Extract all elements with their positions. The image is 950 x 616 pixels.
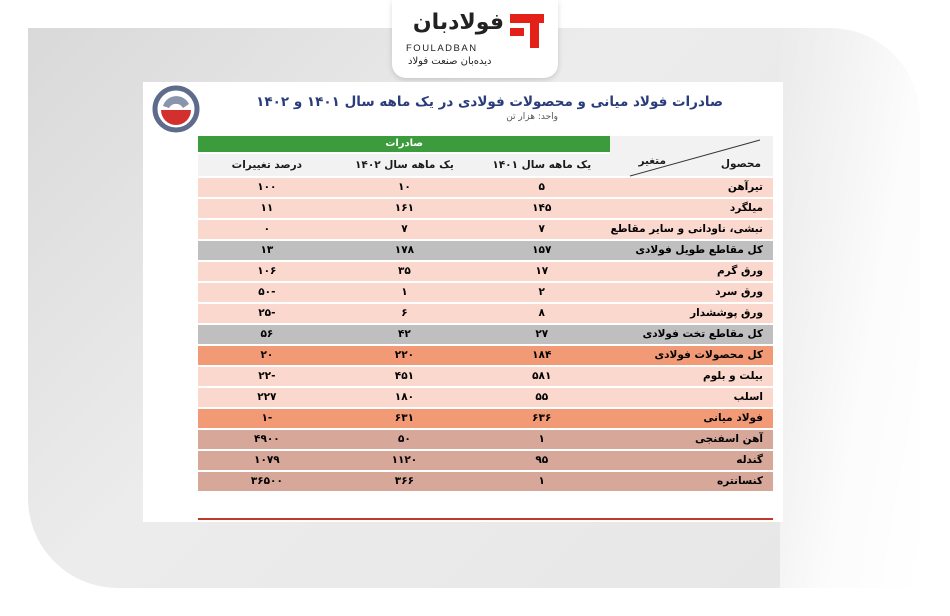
corner-variable-label: متغیر	[638, 155, 666, 167]
change-percent: ۲۰	[198, 346, 336, 365]
table-body	[198, 178, 773, 491]
value-1402: ۱۱۲۰	[336, 451, 473, 470]
change-percent: ۵۶	[198, 325, 336, 344]
change-percent: ۱۳	[198, 241, 336, 260]
table-row	[198, 241, 773, 260]
product-name: ورق گرم	[610, 262, 773, 281]
product-name: میلگرد	[610, 199, 773, 218]
value-1401: ۹۵	[473, 451, 610, 470]
table-row	[198, 304, 773, 323]
table-row	[198, 388, 773, 407]
column-header-1402: یک ماهه سال ۱۴۰۲	[336, 154, 473, 176]
table-row	[198, 430, 773, 449]
change-percent: ۱۰۷۹	[198, 451, 336, 470]
change-percent: ۰	[198, 220, 336, 239]
change-percent: ۲۲۷	[198, 388, 336, 407]
value-1401: ۸	[473, 304, 610, 323]
product-name: آهن اسفنجی	[610, 430, 773, 449]
change-percent: ۳۶۵۰۰	[198, 472, 336, 491]
value-1402: ۱۷۸	[336, 241, 473, 260]
value-1401: ۲۷	[473, 325, 610, 344]
product-name: ورق پوششدار	[610, 304, 773, 323]
export-table	[198, 134, 773, 493]
table-row	[198, 220, 773, 239]
value-1401: ۱۵۷	[473, 241, 610, 260]
value-1402: ۱۶۱	[336, 199, 473, 218]
product-name: ورق سرد	[610, 283, 773, 302]
change-percent: ۱۰۰	[198, 178, 336, 197]
fouladban-logo-icon	[510, 14, 544, 48]
column-header-1401: یک ماهه سال ۱۴۰۱	[473, 154, 610, 176]
unit-label: واحد: هزار تن	[506, 112, 558, 122]
product-name: کل محصولات فولادی	[610, 346, 773, 365]
product-name: بیلت و بلوم	[610, 367, 773, 386]
slide-title: صادرات فولاد میانی و محصولات فولادی در یک ماهه سال ۱۴۰۱ و ۱۴۰۲	[256, 94, 723, 110]
value-1402: ۱	[336, 283, 473, 302]
product-name: تیرآهن	[610, 178, 773, 197]
corner-header	[610, 136, 773, 176]
table-row	[198, 367, 773, 386]
table-row	[198, 262, 773, 281]
value-1401: ۱۸۴	[473, 346, 610, 365]
change-percent: ۴۹۰۰	[198, 430, 336, 449]
brand-tagline: دیده‌بان صنعت فولاد	[408, 56, 492, 67]
value-1401: ۱	[473, 430, 610, 449]
change-percent: ۱۰۶	[198, 262, 336, 281]
table-row	[198, 451, 773, 470]
table-row	[198, 472, 773, 491]
value-1402: ۷	[336, 220, 473, 239]
value-1402: ۳۵	[336, 262, 473, 281]
value-1401: ۱۴۵	[473, 199, 610, 218]
change-percent: -۲۲	[198, 367, 336, 386]
value-1401: ۷	[473, 220, 610, 239]
value-1401: ۵۵	[473, 388, 610, 407]
value-1402: ۶۳۱	[336, 409, 473, 428]
value-1402: ۱۸۰	[336, 388, 473, 407]
brand-logo	[392, 0, 558, 78]
change-percent: -۲۵	[198, 304, 336, 323]
value-1401: ۲	[473, 283, 610, 302]
table-row	[198, 409, 773, 428]
value-1402: ۱۰	[336, 178, 473, 197]
data-slide	[143, 82, 783, 522]
table-row	[198, 283, 773, 302]
value-1402: ۶	[336, 304, 473, 323]
export-group-header: صادرات	[198, 136, 610, 152]
value-1401: ۱	[473, 472, 610, 491]
value-1402: ۴۲	[336, 325, 473, 344]
value-1402: ۵۰	[336, 430, 473, 449]
value-1402: ۲۲۰	[336, 346, 473, 365]
change-percent: -۱	[198, 409, 336, 428]
table-row	[198, 346, 773, 365]
value-1401: ۵۸۱	[473, 367, 610, 386]
product-name: فولاد میانی	[610, 409, 773, 428]
product-name: کل مقاطع طویل فولادی	[610, 241, 773, 260]
product-name: گندله	[610, 451, 773, 470]
table-row	[198, 325, 773, 344]
value-1401: ۱۷	[473, 262, 610, 281]
background-wedge	[780, 28, 920, 588]
change-percent: ۱۱	[198, 199, 336, 218]
brand-name-fa: فولادبان	[412, 10, 504, 35]
product-name: نبشی، ناودانی و سایر مقاطع	[610, 220, 773, 239]
change-percent: -۵۰	[198, 283, 336, 302]
value-1401: ۶۳۶	[473, 409, 610, 428]
table-row	[198, 199, 773, 218]
corner-product-label: محصول	[720, 158, 761, 170]
table-row	[198, 178, 773, 197]
product-name: کل مقاطع تخت فولادی	[610, 325, 773, 344]
value-1402: ۴۵۱	[336, 367, 473, 386]
column-header-change: درصد تغییرات	[198, 154, 336, 176]
bottom-rule	[198, 518, 773, 520]
product-name: کنسانتره	[610, 472, 773, 491]
value-1401: ۵	[473, 178, 610, 197]
product-name: اسلب	[610, 388, 773, 407]
value-1402: ۳۶۶	[336, 472, 473, 491]
brand-name-en: FOULADBAN	[406, 43, 478, 54]
